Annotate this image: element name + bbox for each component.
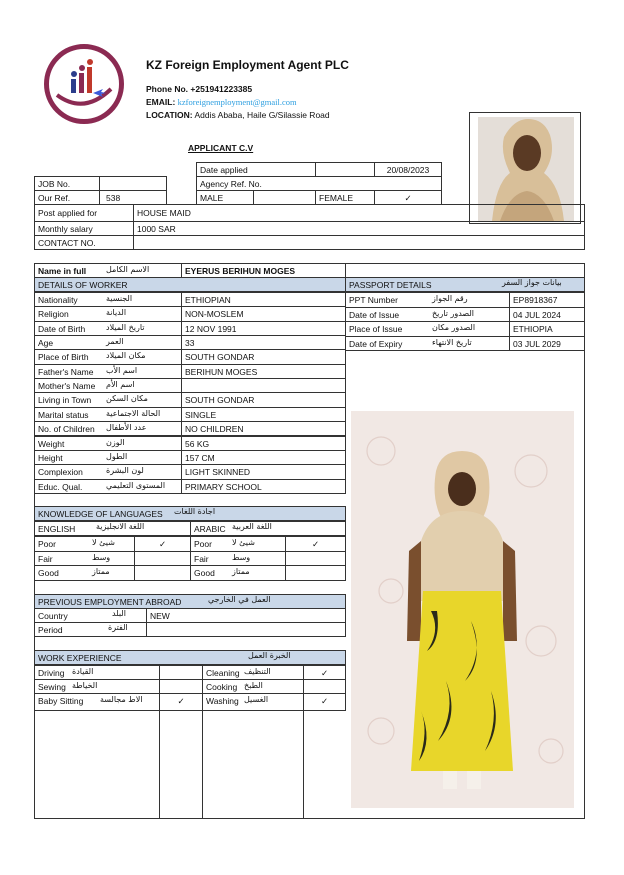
phone-label: Phone No.	[146, 84, 189, 94]
arabic-level-check	[285, 565, 346, 581]
detail-value: PRIMARY SCHOOL	[181, 479, 346, 494]
detail-label-ar: الطول	[106, 451, 128, 461]
name-value: EYERUS BERIHUN MOGES	[181, 263, 346, 278]
phone-value: +251941223385	[190, 84, 253, 94]
salary-value: 1000 SAR	[133, 221, 585, 236]
experience-left-ar: القيادة	[72, 667, 94, 676]
company-logo	[44, 44, 124, 124]
agency-ref-label: Agency Ref. No.	[196, 176, 442, 191]
experience-right-label: Cleaning	[202, 665, 304, 680]
experience-left-label: Sewing	[34, 679, 160, 694]
detail-label-ar: مكان السكن	[106, 394, 148, 404]
arabic-label: ARABIC	[194, 524, 226, 534]
detail-label-ar: مكان الميلاد	[106, 351, 146, 361]
passport-label-ar: تاريخ الانتهاء	[432, 337, 472, 347]
experience-left-ar: الاط مجالسة	[100, 695, 143, 704]
detail-label-ar: الحالة الاجتماعية	[106, 408, 161, 418]
detail-value: 33	[181, 335, 346, 350]
date-applied-blank	[315, 162, 375, 177]
passport-value: 04 JUL 2024	[509, 307, 585, 323]
previous-header	[34, 594, 346, 609]
english-level-label: Fair	[34, 551, 135, 567]
our-ref-label: Our Ref.	[34, 190, 100, 205]
detail-label: Weight	[34, 436, 182, 451]
experience-right-label: Washing	[202, 693, 304, 711]
detail-value: NO CHILDREN	[181, 421, 346, 436]
experience-left-label: Driving	[34, 665, 160, 680]
experience-header	[34, 650, 346, 665]
languages-header-en: KNOWLEDGE OF LANGUAGES	[38, 509, 163, 519]
detail-label: Nationality	[34, 292, 182, 307]
arabic-level-label: Good	[190, 565, 286, 581]
detail-label: Complexion	[34, 464, 182, 479]
detail-label: Marital status	[34, 407, 182, 422]
english-level-ar: وسط	[92, 552, 111, 562]
email-label: EMAIL:	[146, 97, 176, 107]
detail-value: SINGLE	[181, 407, 346, 422]
detail-label-ar: الوزن	[106, 437, 125, 447]
passport-label: Date of Issue	[345, 307, 510, 323]
arabic-label-ar: اللغة العربية	[232, 522, 272, 531]
experience-right-check: ✓	[303, 693, 346, 711]
detail-label-ar: اسم الأب	[106, 365, 138, 375]
detail-label-ar: عدد الأطفال	[106, 423, 147, 433]
detail-label: Age	[34, 335, 182, 350]
salary-label: Monthly salary	[34, 221, 134, 236]
arabic-level-label: Fair	[190, 551, 286, 567]
company-email	[146, 97, 297, 107]
passport-header-ar: بيانات جواز السفر	[502, 278, 562, 287]
detail-value: NON-MOSLEM	[181, 306, 346, 321]
country-label-cell	[34, 608, 147, 623]
arabic-level-check: ✓	[285, 536, 346, 552]
detail-value: 56 KG	[181, 436, 346, 451]
detail-value	[181, 378, 346, 393]
period-label-ar: الفترة	[108, 623, 128, 632]
experience-right-check	[303, 679, 346, 694]
post-label: Post applied for	[34, 204, 134, 222]
arabic-level-ar: ممتاز	[232, 567, 250, 576]
detail-label: Date of Birth	[34, 321, 182, 336]
date-applied-label: Date applied	[196, 162, 316, 177]
period-label: Period	[38, 625, 63, 635]
period-label-cell	[34, 622, 147, 637]
arabic-level-ar: شيئ لا	[232, 538, 255, 547]
passport-value: EP8918367	[509, 292, 585, 308]
detail-value: 157 CM	[181, 450, 346, 465]
country-value: NEW	[146, 608, 346, 623]
experience-right-ar: التنظيف	[244, 667, 271, 676]
detail-value: BERIHUN MOGES	[181, 364, 346, 379]
detail-value: SOUTH GONDAR	[181, 392, 346, 407]
name-label-ar: الاسم الكامل	[106, 265, 150, 274]
post-value: HOUSE MAID	[133, 204, 585, 222]
detail-label: Religion	[34, 306, 182, 321]
arabic-level-label: Poor	[190, 536, 286, 552]
english-level-check	[134, 565, 191, 581]
detail-label: Living in Town	[34, 392, 182, 407]
contact-label: CONTACT NO.	[34, 235, 134, 250]
experience-right-ar: الطبخ	[244, 681, 263, 690]
detail-label-ar: اسم الأم	[106, 380, 135, 390]
detail-label: Mother's Name	[34, 378, 182, 393]
detail-value: 12 NOV 1991	[181, 321, 346, 336]
english-level-ar: ممتاز	[92, 567, 110, 576]
male-check	[253, 190, 316, 205]
english-label: ENGLISH	[38, 524, 76, 534]
email-link[interactable]: kzforeignemployment@gmail.com	[177, 97, 297, 107]
english-level-ar: شيئ لا	[92, 538, 115, 547]
detail-label-ar: تاريخ الميلاد	[106, 322, 145, 332]
experience-column-line	[303, 710, 304, 819]
detail-label-ar: الجنسية	[106, 294, 133, 303]
company-phone	[146, 84, 252, 94]
company-location	[146, 110, 330, 120]
job-no-label: JOB No.	[34, 176, 100, 191]
detail-label: Educ. Qual.	[34, 479, 182, 494]
experience-left-check: ✓	[159, 693, 203, 711]
detail-label: No. of Children	[34, 421, 182, 436]
english-level-check	[134, 551, 191, 567]
experience-header-en: WORK EXPERIENCE	[38, 653, 122, 663]
detail-label: Place of Birth	[34, 349, 182, 364]
detail-label-ar: لون البشرة	[106, 466, 144, 476]
applicant-full-photo	[351, 411, 574, 808]
contact-value	[133, 235, 585, 250]
english-level-check: ✓	[134, 536, 191, 552]
page-title: APPLICANT C.V	[188, 143, 254, 153]
detail-value: LIGHT SKINNED	[181, 464, 346, 479]
detail-value: ETHIOPIAN	[181, 292, 346, 307]
detail-value: SOUTH GONDAR	[181, 349, 346, 364]
passport-value: ETHIOPIA	[509, 321, 585, 337]
location-label: LOCATION:	[146, 110, 193, 120]
female-check: ✓	[374, 190, 442, 205]
detail-label: Father's Name	[34, 364, 182, 379]
detail-label-ar: المستوى التعليمي	[106, 480, 166, 490]
company-name: KZ Foreign Employment Agent PLC	[146, 58, 349, 72]
our-ref-value: 538	[99, 190, 167, 205]
job-no-value	[99, 176, 167, 191]
experience-right-label: Cooking	[202, 679, 304, 694]
country-label-ar: البلد	[112, 609, 126, 618]
experience-right-check: ✓	[303, 665, 346, 680]
previous-header-ar: العمل في الخارجي	[208, 595, 271, 604]
date-applied-value: 20/08/2023	[374, 162, 442, 177]
english-level-label: Poor	[34, 536, 135, 552]
detail-label-ar: الديانة	[106, 308, 127, 318]
passport-header-en: PASSPORT DETAILS	[349, 280, 432, 290]
period-value	[146, 622, 346, 637]
languages-header-ar: اجادة اللغات	[174, 507, 216, 516]
male-label: MALE	[196, 190, 254, 205]
passport-label: Date of Expiry	[345, 336, 510, 352]
name-label-en: Name in full	[38, 266, 87, 276]
country-label: Country	[38, 611, 68, 621]
detail-label-ar: العمر	[106, 337, 124, 347]
experience-column-line	[159, 710, 160, 819]
location-value: Addis Ababa, Haile G/Silassie Road	[194, 110, 330, 120]
english-level-label: Good	[34, 565, 135, 581]
passport-label-ar: الصدور تاريخ	[432, 308, 474, 318]
passport-label: Place of Issue	[345, 321, 510, 337]
experience-right-ar: الغسيل	[244, 695, 269, 704]
arabic-level-ar: وسط	[232, 552, 251, 562]
experience-header-ar: الخبرة العمل	[248, 651, 291, 660]
arabic-level-check	[285, 551, 346, 567]
passport-label: PPT Number	[345, 292, 510, 308]
english-label-ar: اللغة الانجليزية	[96, 522, 145, 531]
experience-left-ar: الخياطة	[72, 681, 98, 690]
female-label: FEMALE	[315, 190, 375, 205]
detail-label: Height	[34, 450, 182, 465]
experience-left-label: Baby Sitting	[34, 693, 160, 711]
passport-value: 03 JUL 2029	[509, 336, 585, 352]
experience-column-line	[202, 710, 203, 819]
details-header: DETAILS OF WORKER	[34, 277, 346, 292]
passport-label-ar: رقم الجواز	[432, 294, 468, 303]
experience-left-check	[159, 665, 203, 680]
experience-left-check	[159, 679, 203, 694]
passport-label-ar: الصدور مكان	[432, 323, 476, 332]
previous-header-en: PREVIOUS EMPLOYMENT ABROAD	[38, 597, 182, 607]
